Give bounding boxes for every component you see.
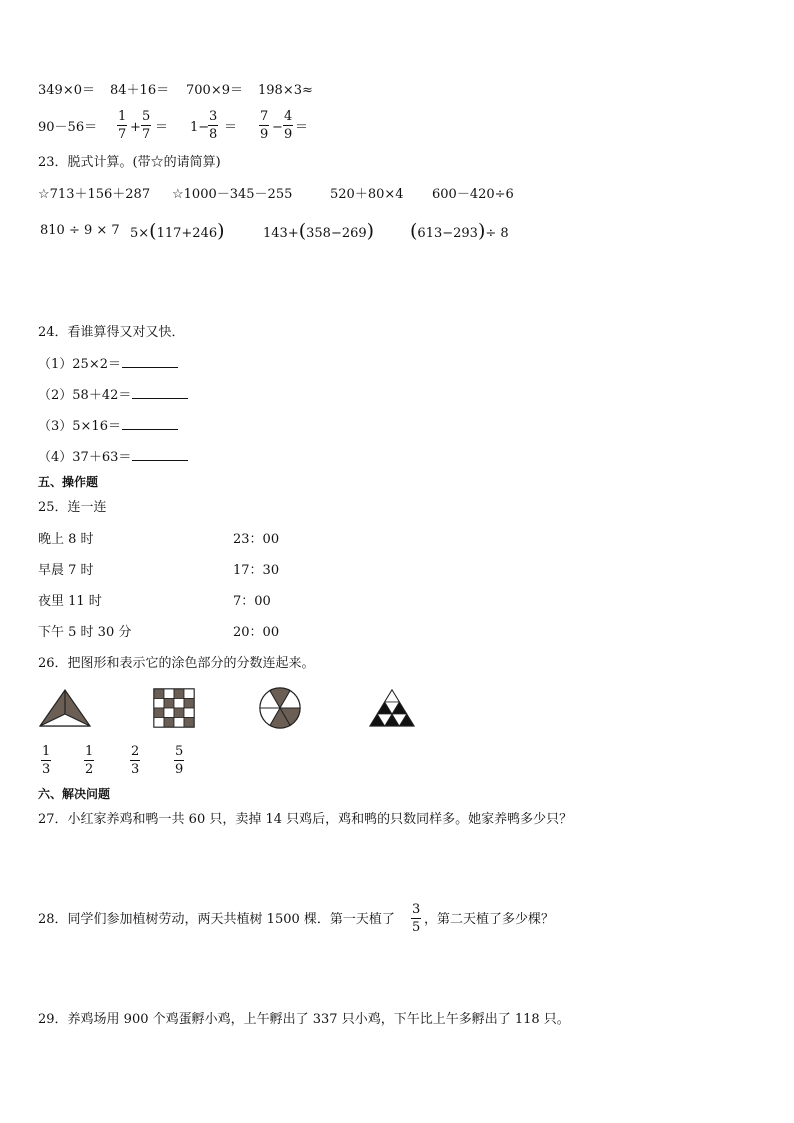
q23-title: 23．脱式计算。(带☆的请简算) (38, 155, 221, 170)
fraction-5-7: $\frac{5}{7}$ (142, 109, 151, 142)
q24-item-3: （3）5×16＝ (38, 420, 178, 433)
q27-text: 27．小红家养鸡和鸭一共 60 只，卖掉 14 只鸡后，鸡和鸭的只数同样多。她家养鸭多少只？ (38, 812, 573, 827)
q25-right-4[interactable]: 20：00 (233, 625, 280, 640)
expr-700x9: 700×9＝ (186, 83, 243, 98)
answer-blank[interactable] (132, 398, 188, 399)
q25-title: 25．连一连 (38, 500, 107, 515)
plus-sign: + (130, 120, 141, 135)
q28-fraction-3-5: $\frac{3}{5}$ (412, 902, 421, 935)
q24-item-2: （2）58＋42＝ (38, 389, 188, 402)
q23-expr-2: ☆1000－345－255 (172, 187, 293, 202)
equals-sign: ＝ (224, 120, 238, 135)
fraction-4-9: $\frac{4}{9}$ (284, 109, 293, 142)
q25-left-1[interactable]: 晚上 8 时 (38, 532, 94, 547)
q23-expr-4: 600－420÷6 (432, 187, 514, 202)
q26-title: 26．把图形和表示它的涂色部分的分数连起来。 (38, 656, 315, 671)
expr-198x3: 198×3≈ (258, 83, 313, 98)
q25-left-3[interactable]: 夜里 11 时 (38, 594, 102, 609)
q28-text-post: ，第二天植了多少棵？ (424, 912, 555, 927)
section-heading-5: 五、操作题 (38, 475, 99, 489)
answer-blank[interactable] (132, 460, 188, 461)
q23-expr-8: (613−293)÷ 8 (410, 220, 509, 242)
q26-fraction-5-9[interactable]: $\frac{5}{9}$ (175, 744, 184, 777)
q25-left-2[interactable]: 早晨 7 时 (38, 563, 94, 578)
fraction-7-9: $\frac{7}{9}$ (260, 109, 269, 142)
q26-fraction-1-3[interactable]: $\frac{1}{3}$ (42, 744, 51, 777)
equals-sign: ＝ (295, 120, 309, 135)
q24-item-1: （1）25×2＝ (38, 358, 178, 371)
q23-expr-7: 143+(358−269) (263, 220, 375, 242)
q24-title: 24．看谁算得又对又快． (38, 325, 185, 340)
answer-blank[interactable] (122, 429, 178, 430)
fraction-3-8: $\frac{3}{8}$ (209, 109, 218, 142)
q23-expr-1: ☆713＋156＋287 (38, 187, 151, 202)
q25-right-1[interactable]: 23：00 (233, 532, 280, 547)
one-minus: 1− (190, 120, 210, 135)
q25-right-3[interactable]: 7：00 (233, 594, 271, 609)
expr-90minus56: 90－56＝ (38, 120, 98, 135)
equals-sign: ＝ (155, 120, 169, 135)
q25-right-2[interactable]: 17：30 (233, 563, 280, 578)
expr-349x0: 349×0＝ (38, 83, 95, 98)
q23-expr-5: 810 ÷ 9 × 7 (40, 223, 120, 238)
fraction-1-7: $\frac{1}{7}$ (118, 109, 127, 142)
q26-fraction-1-2[interactable]: $\frac{1}{2}$ (85, 744, 94, 777)
q24-item-4: （4）37＋63＝ (38, 451, 188, 464)
triangle-thirds-icon[interactable] (38, 688, 92, 728)
grid-squares-icon[interactable] (153, 688, 195, 728)
q26-fraction-2-3[interactable]: $\frac{2}{3}$ (131, 744, 140, 777)
q23-expr-6: 5×(117+246) (130, 220, 225, 242)
q23-expr-3: 520＋80×4 (330, 187, 404, 202)
expr-84plus16: 84＋16＝ (110, 83, 170, 98)
answer-blank[interactable] (122, 367, 178, 368)
section-heading-6: 六、解决问题 (38, 787, 111, 801)
circle-sectors-icon[interactable] (257, 686, 303, 730)
q29-text: 29．养鸡场用 900 个鸡蛋孵小鸡，上午孵出了 337 只小鸡，下午比上午多孵出了 118 只。 (38, 1012, 570, 1027)
q25-left-4[interactable]: 下午 5 时 30 分 (38, 625, 132, 640)
triangle-subdivided-icon[interactable] (368, 688, 416, 728)
q28-text-pre: 28．同学们参加植树劳动，两天共植树 1500 棵．第一天植了 (38, 912, 395, 927)
minus-sign: − (272, 120, 283, 135)
